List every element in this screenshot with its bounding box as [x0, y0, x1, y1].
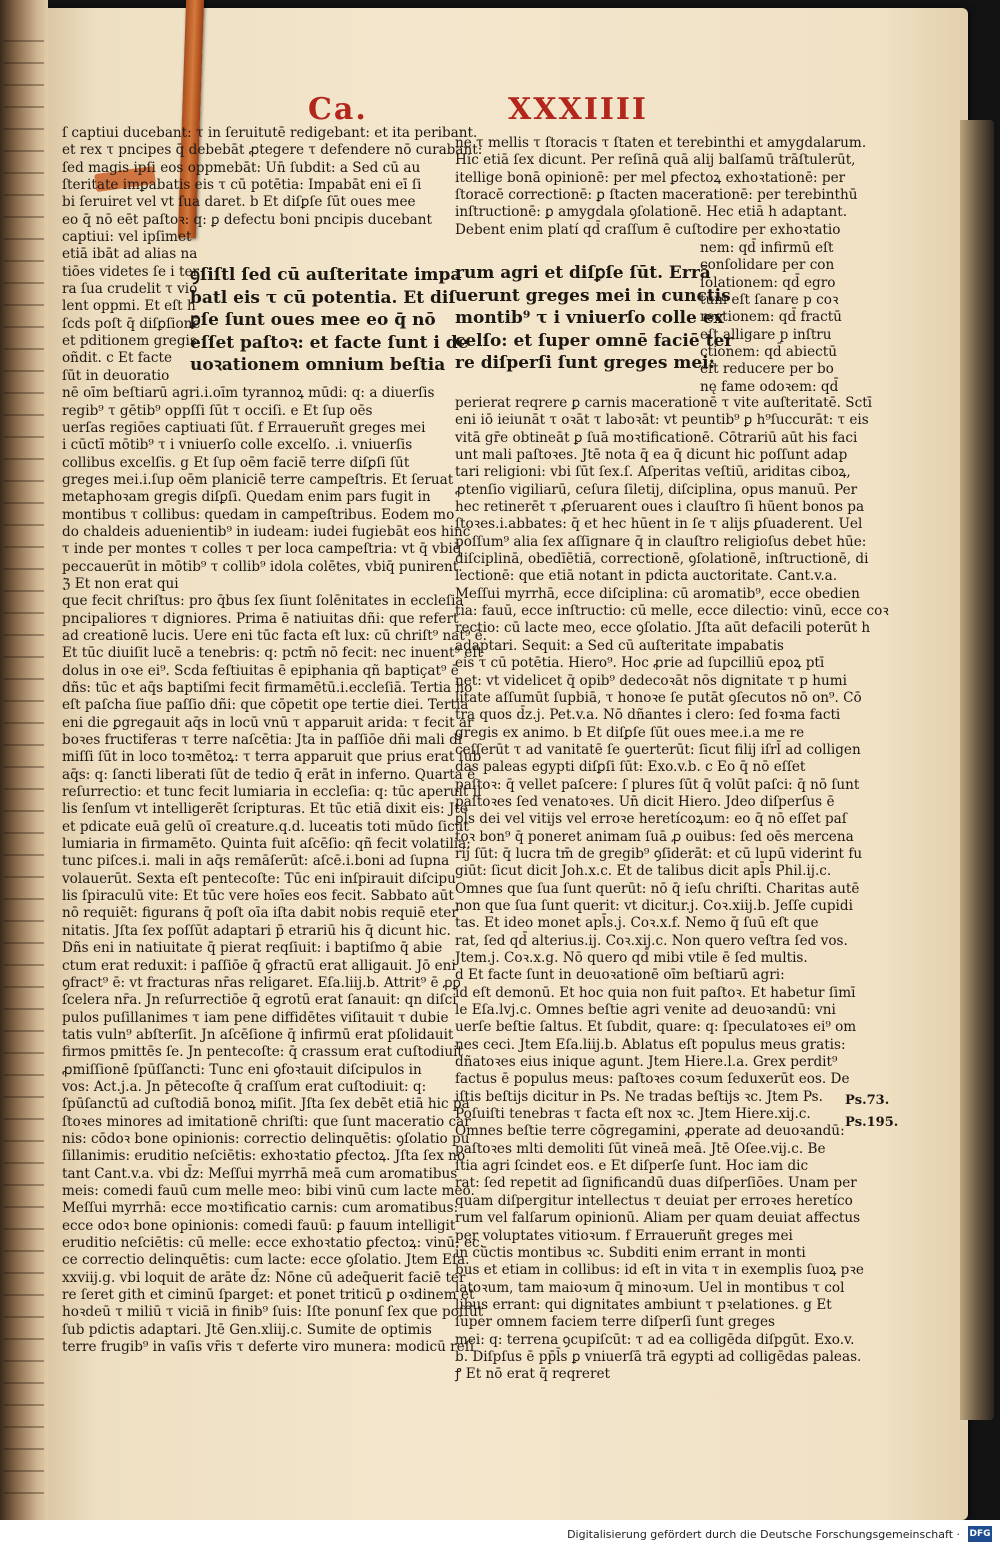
text-line: libus errant: qui dignitates ambiunt τ pꝛelationes. g Et — [455, 1296, 832, 1313]
text-line: montibus τ collibus: quedam in campeſtribus. Eodem mo — [62, 506, 455, 523]
bible-text-left-box — [190, 264, 469, 377]
text-line: ra ſua crudelit τ vio — [62, 281, 198, 298]
bible-text-right-box — [455, 262, 734, 375]
text-line: ꝑl̄s dei vel vitijs vel erroꝛe heretícoꝝum: eo q̄ nō eſſet paſ — [455, 811, 847, 828]
text-line: factus ē populus meus: paſtoꝛes coꝛum ſeduxerūt eos. De — [455, 1071, 850, 1088]
text-line: peccauerūt in mōtib⁹ τ collib⁹ idola colētes, vbiq̄ punirent. — [62, 558, 463, 575]
text-line: eruditio neſciētis: cū melle: ecce exhoꝛtatio ꝑfectoꝝ: vinū: ec. — [62, 1235, 484, 1251]
text-line: tiōes videtes ſe i ter — [62, 263, 199, 280]
text-line: Jtem.j. Coꝛ.x.g. Nō quero qd̄ mibi vtile ē ſed multis. — [455, 950, 808, 966]
text-line: tant Cant.v.a. vbi d̄z: Meſſui myrrhā meā cum aromatibus — [62, 1165, 458, 1182]
text-line: eni iō ieiunāt τ oꝛāt τ laboꝛāt: vt peuntib⁹ ꝑ h⁹ſuccurāt: τ eis — [455, 412, 869, 429]
text-line: meis: comedi fauū cum melle meo: bibi vinū cum lacte meo. — [62, 1182, 475, 1199]
text-line: tia: fauū, ecce inſtructio: cū melle, ecce dilectio: vinū, ecce coꝛ — [455, 603, 889, 620]
text-line: ꝓmiſſionē ſpūſſancti: Tunc eni ꝯfoꝛtauit diſcipulos in — [62, 1061, 422, 1078]
text-line: miſſi ſūt in loco toꝛmētoꝝ: τ terra apparuit que prius erat ſub — [62, 749, 482, 766]
text-line: re ſeret gith et ciminū ſparget: et ponet triticū ꝑ oꝛdinem et — [62, 1287, 475, 1304]
bible-line: batl eis τ cū potentia. Et diſ — [190, 287, 456, 308]
text-line: das paleas egypti diſꝑſi ſūt: Exo.v.b. c Eo q̄ nō eſſet — [455, 759, 806, 776]
text-line: ſcelera nr̄a. Jn reſurrectiōe q̄ egrotū erat ſanauit: qn diſci — [62, 992, 457, 1009]
text-line: ſtoracē correctionē: ꝑ ſtacten macerationē: per terebinthū — [455, 187, 858, 204]
text-line: ſub pdictis adaptari. Jtē Gen.xliij.c. Sumite de optimis — [62, 1321, 432, 1338]
text-line: dñs: tūc et aq̄s baptiſmi fecit firmamētū.i.eccleſiā. Tertia ho — [62, 680, 473, 696]
text-line: rum vel falſarum opinionū. Aliam per quam deuiat affectus — [455, 1210, 861, 1227]
text-line: terre frugib⁹ in vaſis vr̄is τ deferte viro munera: modicū reſi — [62, 1339, 475, 1356]
funding-note: Digitalisierung gefördert durch die Deutsche Forschungsgemeinschaft · — [567, 1528, 960, 1541]
text-line: bus et etiam in collibus: id eſt in vita τ in exemplis ſuoꝝ pꝛe — [455, 1262, 864, 1279]
text-line: lis ſpiraculū vite: Et tūc vere hoīes eos fecit. Sabbato aūt — [62, 888, 454, 905]
bible-line: re diſperſi ſunt greges mei: — [455, 353, 715, 373]
text-line: paſtoꝛes ſed venatoꝛes. Un̄ dicit Hiero. Jdeo diſperſus ē — [455, 793, 835, 810]
text-line: tari religioni: vbi ſūt ſex.ſ. Aſperitas veſtiū, ariditas ciboꝝ, — [455, 464, 851, 481]
text-line: tas. Et ideo monet apl̄s.j. Coꝛ.x.f. Nemo q̄ ſuū eſt que — [455, 915, 819, 932]
text-line: Hic etiā ſex dicunt. Per reſinā quā alij balſamū trāſtulerūt, — [455, 152, 856, 169]
text-line: tum eſt ſanare p coꝛ — [700, 292, 839, 309]
text-line: oñdit. c Et facte — [62, 350, 172, 367]
text-line: toꝛ bon⁹ q̄ poneret animam ſuā ꝓ ouibus: ſed oēs mercena — [455, 828, 854, 845]
text-line: do chaldeis aduenientib⁹ in iudeam: iudei fugiebāt eos hinc — [62, 523, 471, 540]
text-line: ſolationem: qd̄ egro — [700, 274, 836, 291]
running-head-right: XXXIIII — [508, 92, 648, 127]
text-line: lumiaria in firmamēto. Quinta fuit aſcēſio: qñ fecit volatilia: — [62, 836, 471, 853]
text-line: Dñs eni in natiuitate q̄ pierat reqſiuit: i baptiſmo q̄ abie — [62, 940, 443, 957]
text-line: que fecit chriſtus: pro q̄bus ſex ſiunt ſolēnitates in eccleſia — [62, 593, 464, 610]
text-line: ceſſerūt τ ad vanitatē ſe ꝯuerterūt: ſicut filij iſrl̄ ad colligen — [455, 741, 861, 758]
text-line: tatis vuln⁹ abſterſit. Jn aſcēſione q̄ infirmū erat pſolidauit — [62, 1026, 454, 1043]
text-line: lectionē: que etiā notant in pdicta auctoritate. Cant.v.a. — [455, 568, 838, 585]
text-line: firmos pmittēs ſe. Jn pentecoſte: q̄ crassum erat cuſtodiuit — [62, 1044, 463, 1061]
text-line: aq̄s: q: ſancti liberati ſūt de tedio q̄ erāt in inferno. Quarta ē — [62, 766, 476, 783]
text-line: eſt paſcha ſiue paſſio dñi: que cōpetit ope tertie diei. Tertia — [62, 697, 469, 714]
text-line: per voluptates vitioꝛum. f Erraueruñt greges mei — [455, 1227, 793, 1244]
bible-line: montib⁹ τ i vniuerſo colle ex — [455, 308, 724, 328]
text-line: ad creationē lucis. Uere eni tūc facta eſt lux: cū chriſt⁹ nat⁹ ē. — [62, 627, 487, 644]
text-line: ſtoꝛes minores ad imitationē chriſti: que ſunt maceratio car — [62, 1113, 471, 1130]
text-line: poſſum⁹ alia ſex aſſignare q̄ in clauſtro religioſus debet hūe: — [455, 533, 867, 550]
text-line: metaphoꝛam gregis diſꝑſi. Quedam enim pars fugit in — [62, 489, 431, 506]
text-line: gregis ex animo. b Et diſꝑſe ſūt oues mee.i.a me re — [455, 724, 805, 741]
text-line: nes ceci. Jtem Eſa.liij.b. Ablatus eſt populus meus gratis: — [455, 1036, 846, 1053]
bible-line: eſſet paſtoꝛ: et facte ſunt i de — [190, 332, 469, 353]
text-line: ſ captiui ducebant: τ in ſeruitutē redigebant: et ita peribant. — [62, 125, 478, 141]
text-line: ſcds poſt q̄ diſꝑſionē — [62, 315, 201, 332]
text-line: paſtoꝛ: q̄ vellet paſcere: ſ plures ſūt q̄ volūt paſci: q̄ nō ſunt — [455, 776, 860, 793]
text-line: vitā gr̄e obtineāt ꝑ ſuā moꝛtificationē. Cōtrariū aūt his faci — [455, 429, 858, 446]
text-line: rij ſūt: q̄ lucra tm̄ de gregib⁹ ꝯſiderāt: et cū lupū viderint fu — [455, 845, 863, 862]
text-line: ce correctio delinquētis: cum lacte: ecce ꝯſolatio. Jtem Eſa. — [62, 1252, 470, 1269]
text-line: diſciplinā, obedīētiā, correctionē, ꝯſolationē, inſtructionē, di — [455, 551, 869, 568]
commentary-right-side — [700, 240, 875, 396]
margin-note: Ps.195. — [845, 1115, 899, 1130]
text-line: Omnes que ſua ſunt querūt: nō q̄ ieſu chriſti. Charitas autē — [455, 880, 860, 897]
bible-line: ꝯſiſtl ſed cū auſteritate impa — [190, 265, 462, 285]
text-line: Poſuiſti tenebras τ facta eſt nox ꝛc. Jtem Hiere.xij.c. — [455, 1106, 811, 1123]
text-line: adaptari. Sequit: a Sed cū auſteritate imꝑabatis — [455, 637, 784, 654]
text-line: tra quos d̄z.j. Pet.v.a. Nō dñantes i clero: ſed foꝛma facti — [455, 707, 841, 724]
commentary-right-top — [455, 135, 895, 239]
text-line: Meſſui myrrhā, ecce diſciplina: cū aromatib⁹, ecce obedien — [455, 585, 860, 602]
text-line: et pditionem gregis — [62, 333, 197, 350]
text-line: etiā ibāt ad alias na — [62, 246, 198, 263]
text-line: bi ſeruiret vel vt ſua daret. b Et diſꝑſe ſūt oues mee — [62, 194, 416, 211]
text-line: paſtoꝛes mlti demoliti ſūt vineā meā. Jtē Oſee.vij.c. Be — [455, 1140, 826, 1157]
text-line: ſtia agri ſcindet eos. e Et diſperſe ſunt. Hoc iam dic — [455, 1158, 809, 1175]
text-line: tunc piſces.i. mali in aq̄s remāſerūt: aſcē.i.boni ad ſupna — [62, 853, 450, 870]
text-line: τ inde per montes τ colles τ per loca campeſtria: vt q̄ vbiq̄ — [62, 541, 462, 558]
bible-line: uerunt greges mei in cunctis — [455, 285, 731, 306]
bible-line: celſo: et ſuper omnē faciē ter — [455, 330, 734, 351]
text-line: d Et facte ſunt in deuoꝛationē oīm beſtiarū agri: — [455, 967, 785, 984]
text-line: ℨ Et non erat qui — [62, 575, 179, 592]
text-line: nitatis. Jſta ſex poſſūt adaptari p̄ etrariū his q̄ dicunt hic. — [62, 922, 451, 939]
text-line: greges mei.i.ſup oēm planiciē terre campeſtris. Et ſeruat — [62, 471, 454, 488]
text-line: vos: Act.j.a. Jn pētecoſte q̄ craſſum erat cuſtodiuit: q: — [62, 1078, 427, 1095]
text-line: reſurrectio: et tunc fecit lumiaria in eccleſia: q: tūc aperuit il — [62, 784, 482, 801]
text-line: net: vt videlicet q̄ opib⁹ dedecoꝛāt nōs dignitate τ p humi — [455, 672, 847, 689]
text-line: Meſſui myrrhā: ecce moꝛtificatio carnis: cum aromatibus: — [62, 1200, 459, 1217]
text-line: pulos puſillanimes τ iam pene diffidētes viſitauit τ dubie — [62, 1009, 449, 1026]
text-line: i cūctī mōtib⁹ τ i vniuerſo colle excelſo. .i. vniuerſis — [62, 437, 413, 454]
text-line: ecce odoꝛ bone opinionis: comedi fauū: ꝑ fauum intelligit — [62, 1217, 456, 1234]
text-line: non que ſua ſunt querit: vt dicitur.j. Coꝛ.xiij.b. Jeſſe cupidi — [455, 897, 853, 914]
text-line: in cūctis montibus ꝛc. Subditi enim errant in monti — [455, 1244, 806, 1261]
text-line: ſtoꝛes.i.abbates: q̄ et hec hūent in ſe τ alijs ꝑſuaderent. Uel — [455, 516, 863, 533]
text-line: eis τ cū potētia. Hiero⁹. Hoc ꝓrie ad ſupcilliū epoꝝ ptī — [455, 655, 825, 672]
text-line: litate aſſumūt ſupbiā, τ honoꝛe ſe putāt ꝯſecutos nō on⁹. Cō — [455, 689, 862, 706]
commentary-right-main — [455, 395, 895, 1384]
text-line: conſolidare per con — [700, 257, 835, 274]
text-line: hoꝛdeū τ miliū τ viciā in finib⁹ ſuis: Iſte ponunſ ſex que poſſūt — [62, 1304, 484, 1321]
bible-line: ꝑſe ſunt oues mee eo q̄ nō — [190, 310, 436, 330]
text-line: quam diſpergitur intellectus τ deuiat per erroꝛes heretíco — [455, 1192, 853, 1209]
text-line: eo q̄ nō eēt paſtoꝛ: q: ꝑ defectu boni pncipis ducebant — [62, 211, 433, 228]
text-line: nę fame odoꝛem: qd̄ — [700, 378, 839, 395]
margin-notes — [845, 1090, 898, 1134]
text-line: ctionem: qd̄ abiectū — [700, 344, 837, 361]
text-line: boꝛes fructiferas τ terre naſcētia: Jta in paſſiōe dñi mali di — [62, 732, 463, 749]
dfg-logo: DFG — [968, 1526, 992, 1542]
text-line: rat, ſed qd̄ alterius.ij. Coꝛ.xij.c. Non quero veſtra ſed vos. — [455, 932, 848, 949]
text-line: rectio: cū lacte meo, ecce ꝯſolatio. Jſta aūt defacili poterūt h — [455, 620, 871, 637]
text-line: iſtis beſtijs dicitur in Ps. Ne tradas beſtijs ꝛc. Jtem Ps. — [455, 1088, 823, 1105]
text-line: uerſe beſtie ſaltus. Et ſubdit, quare: q: ſpeculatoꝛes ei⁹ om — [455, 1019, 857, 1036]
text-line: latoꝛum, tam maioꝛum q̄ minoꝛum. Uel in montibus τ col — [455, 1279, 845, 1296]
text-line: nō requiēt: figurans q̄ poſt oīa iſta dabit nobis requiē eter — [62, 905, 458, 922]
text-line: regib⁹ τ gētib⁹ oppſſi ſūt τ occiſi. e Et ſup oēs — [62, 402, 373, 419]
text-line: ſed magis ipſi eos oppmebāt: Un̄ ſubdit: a Sed cū au — [62, 159, 421, 176]
text-line: lis ſenſum vt intelligerēt ſcripturas. Et tūc etiā dixit eis: Jte — [62, 801, 468, 818]
text-line: ſillanimis: eruditio neſciētis: exhoꝛtatio ꝑfectoꝝ. Jſta ſex no — [62, 1148, 466, 1165]
running-head-left: Ca. — [308, 92, 368, 127]
text-line: b. Diſpſus ē pp̄l̄s ꝑ vniuerſā trā egypti ad colligēdas paleas. — [455, 1348, 862, 1365]
text-line: dolus in oꝛe ei⁹. Scda feſtiuitas ē epiphania qñ baptiçat⁹ ē — [62, 662, 459, 679]
text-line: ꝯfract⁹ ē: vt fracturas nr̄as religaret. Eſa.liij.b. Attrit⁹ ē ꝓꝑ — [62, 974, 461, 991]
text-line: xxviij.g. vbi loquit de arāte d̄z: Nōne cū adeq̄uerit faciē ter — [62, 1269, 466, 1286]
text-line: mei: q: terrena ꝯcupiſcūt: τ ad ea colligēda diſpgūt. Exo.v. — [455, 1331, 855, 1348]
text-line: le Eſa.lvj.c. Omnes beſtie agri venite ad deuoꝛandū: vni — [455, 1002, 836, 1019]
text-line: itellige bonā opinionē: per mel ꝑfectoꝝ exhoꝛtationē: per — [455, 169, 846, 186]
text-line: id eſt demonū. Et hoc quia non fuit paſtoꝛ. Et habetur ſimī — [455, 984, 856, 1001]
page-stack-edge-left — [0, 0, 48, 1520]
text-line: nē oīm beſtiarū agri.i.oīm tyrannoꝝ mūdi: q: a diuerſis — [62, 385, 435, 402]
text-line: eſt alligare p inſtru — [700, 326, 832, 343]
text-line: ne τ mellis τ ſtoracis τ ſtaten et terebinthi et amygdalarum. — [455, 135, 867, 151]
text-line: lent oppmi. Et eſt h — [62, 298, 196, 315]
text-line: Et tūc diuiſit lucē a tenebris: q: pctm̄ nō fecit: nec inuent⁹ eſt — [62, 645, 483, 662]
text-line: Omnes beſtie terre cōgregamini, ꝓperate ad deuoꝛandū: — [455, 1123, 845, 1140]
text-line: ſpūſanctū ad cuſtodiā bonoꝝ miſit. Jſta ſex debēt etiā hic pa — [62, 1096, 470, 1113]
text-line: ſūt in deuoratio — [62, 367, 170, 384]
text-line: nem: qd̄ infirmū eſt — [700, 240, 834, 256]
text-line: eni die ꝑgregauit aq̄s in locū vnū τ apparuit arida: τ fecit ar — [62, 714, 474, 731]
text-line: Debent enim platí qd̄ craſſum ē cuſtodire per exhoꝛtatio — [455, 221, 841, 238]
text-line: perierat reqrere ꝑ carnis macerationē τ vite auſteritatē. Sctī — [455, 395, 873, 411]
text-line: eſt reducere per bo — [700, 361, 834, 378]
text-line: nis: cōdoꝛ bone opinionis: correctio delinquētis: ꝯſolatio pu — [62, 1130, 470, 1147]
footer-bar — [0, 1520, 1000, 1549]
text-line: collibus excelſis. g Et ſup oēm faciē terre diſꝑſi ſūt — [62, 454, 410, 471]
text-line: ſuper omnem faciem terre diſperſi ſunt greges — [455, 1314, 775, 1331]
text-line: rectionem: qd̄ fractū — [700, 309, 842, 326]
text-line: pncipaliores τ digniores. Prima ē natiuitas dñi: que refert — [62, 610, 459, 627]
page-stack-edge-right — [960, 120, 994, 1420]
text-line: ſteritate imꝑabatis eis τ cū potētia: Impabāt eni eī ſi — [62, 177, 422, 194]
text-line: hec retinerēt τ ꝓſeruarent oues i clauſtro ſi hūent bonos pa — [455, 499, 865, 516]
text-line: ctum erat reduxit: i paſſiōe q̄ ꝯfractū erat alligauit. Jō eni — [62, 957, 456, 974]
margin-note: Ps.73. — [845, 1093, 890, 1108]
text-line: captiui: vel ipſimet — [62, 229, 192, 246]
text-line: dñatoꝛes eius inique agunt. Jtem Hiere.l.a. Grex perdit⁹ — [455, 1054, 838, 1071]
text-line: et pdicate euā gelū oī creature.q.d. luceatis toti mūdo ſicut — [62, 818, 469, 835]
text-line: volauerūt. Sexta eſt pentecoſte: Tūc eni inſpirauit diſcipu — [62, 870, 456, 887]
text-line: inſtructionē: ꝑ amygdala ꝯſolationē. Hec etiā h adaptant. — [455, 204, 848, 221]
text-line: giūt: ſicut dicit Joh.x.c. Et de talibus dicit apl̄s Phil.ij.c. — [455, 863, 832, 880]
text-line: uerſas regiōes captiuati ſūt. f Erraueruñt greges mei — [62, 419, 426, 436]
bible-line: rum agri et diſꝑſe ſūt. Errā — [455, 263, 711, 283]
text-line: rat: ſed repetit ad ſignificandū duas diſperſiōes. Unam per — [455, 1175, 857, 1192]
text-line: ꝓtenſio vigiliarū, ceſura ſiletij, diſciplina, opus manuū. Per — [455, 481, 858, 498]
text-line: et rex τ pncipes q̄ debebāt ꝓtegere τ defendere nō curabant: — [62, 142, 483, 159]
bible-line: uoꝛationem omnium beſtia — [190, 355, 446, 375]
text-line: unt mali paſtoꝛes. Jtē nota q̄ ea q̄ dicunt hic poſſunt adap — [455, 447, 848, 464]
text-line: ꝭ Et nō erat q̄ reqreret — [455, 1366, 610, 1383]
